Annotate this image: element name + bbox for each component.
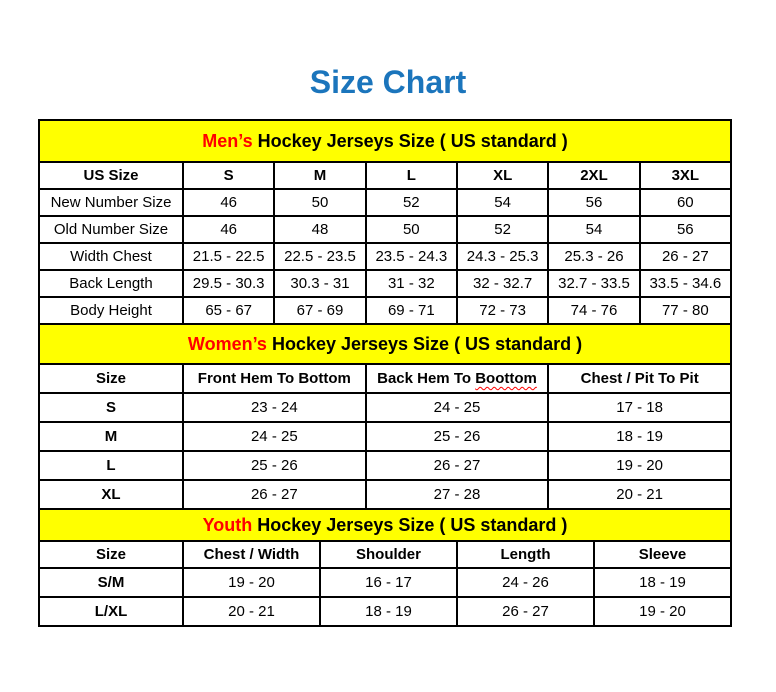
- row-label: S: [39, 393, 183, 422]
- section-band-row: [39, 324, 731, 364]
- table-row: [39, 243, 731, 270]
- column-header: XL: [457, 162, 548, 189]
- table-row: [39, 480, 731, 509]
- table-row: [39, 422, 731, 451]
- table-cell: 23.5 - 24.3: [366, 243, 457, 270]
- table-cell: 24.3 - 25.3: [457, 243, 548, 270]
- row-label: L: [39, 451, 183, 480]
- table-cell: 56: [548, 189, 639, 216]
- table-cell: 19 - 20: [183, 568, 320, 597]
- womens-size-table: [38, 323, 732, 510]
- table-cell: 24 - 25: [183, 422, 366, 451]
- table-cell: 32 - 32.7: [457, 270, 548, 297]
- column-header: Back Hem To Boottom: [366, 364, 549, 393]
- section-title-accent: Men’s: [202, 130, 253, 151]
- column-header: Size: [39, 541, 183, 568]
- table-cell: 32.7 - 33.5: [548, 270, 639, 297]
- table-cell: 29.5 - 30.3: [183, 270, 274, 297]
- table-cell: 50: [274, 189, 365, 216]
- table-row: [39, 189, 731, 216]
- table-cell: 17 - 18: [548, 393, 731, 422]
- column-header: Front Hem To Bottom: [183, 364, 366, 393]
- row-label: Back Length: [39, 270, 183, 297]
- table-row: [39, 393, 731, 422]
- section-title-accent: Youth: [202, 514, 253, 535]
- table-cell: 24 - 26: [457, 568, 594, 597]
- mens-size-table: [38, 119, 732, 325]
- row-label: S/M: [39, 568, 183, 597]
- table-cell: 30.3 - 31: [274, 270, 365, 297]
- column-header: S: [183, 162, 274, 189]
- tables-root: [38, 119, 732, 627]
- table-cell: 20 - 21: [548, 480, 731, 509]
- table-cell: 48: [274, 216, 365, 243]
- table-row: [39, 568, 731, 597]
- table-row: [39, 216, 731, 243]
- row-label: XL: [39, 480, 183, 509]
- table-cell: 60: [640, 189, 731, 216]
- section-title-text: Hockey Jerseys Size ( US standard ): [252, 130, 568, 151]
- row-label: M: [39, 422, 183, 451]
- table-cell: 54: [548, 216, 639, 243]
- table-cell: 26 - 27: [640, 243, 731, 270]
- section-title-text: Hockey Jerseys Size ( US standard ): [252, 514, 568, 535]
- table-cell: 52: [457, 216, 548, 243]
- section-title: [39, 120, 731, 162]
- table-cell: 16 - 17: [320, 568, 457, 597]
- table-cell: 33.5 - 34.6: [640, 270, 731, 297]
- table-cell: 50: [366, 216, 457, 243]
- table-cell: 26 - 27: [457, 597, 594, 626]
- table-cell: 56: [640, 216, 731, 243]
- section-band-row: [39, 509, 731, 541]
- column-header-row: [39, 162, 731, 189]
- table-cell: 46: [183, 189, 274, 216]
- row-label: New Number Size: [39, 189, 183, 216]
- page-title: Size Chart: [309, 64, 467, 100]
- table-cell: 31 - 32: [366, 270, 457, 297]
- section-title: [39, 324, 731, 364]
- table-cell: 18 - 19: [594, 568, 731, 597]
- table-cell: 25 - 26: [183, 451, 366, 480]
- table-cell: 18 - 19: [320, 597, 457, 626]
- table-cell: 24 - 25: [366, 393, 549, 422]
- youth-size-table: [38, 508, 732, 627]
- column-header: Chest / Pit To Pit: [548, 364, 731, 393]
- table-cell: 54: [457, 189, 548, 216]
- table-cell: 19 - 20: [594, 597, 731, 626]
- column-header: L: [366, 162, 457, 189]
- table-cell: 67 - 69: [274, 297, 365, 324]
- row-label: Body Height: [39, 297, 183, 324]
- table-cell: 27 - 28: [366, 480, 549, 509]
- table-cell: 25.3 - 26: [548, 243, 639, 270]
- table-row: [39, 597, 731, 626]
- table-cell: 23 - 24: [183, 393, 366, 422]
- column-header-row: [39, 364, 731, 393]
- section-title-accent: Women’s: [187, 333, 267, 354]
- table-cell: 20 - 21: [183, 597, 320, 626]
- row-label: Old Number Size: [39, 216, 183, 243]
- table-cell: 18 - 19: [548, 422, 731, 451]
- table-cell: 46: [183, 216, 274, 243]
- table-cell: 72 - 73: [457, 297, 548, 324]
- section-band-row: [39, 120, 731, 162]
- table-cell: 26 - 27: [366, 451, 549, 480]
- column-header: Chest / Width: [183, 541, 320, 568]
- column-header: Sleeve: [594, 541, 731, 568]
- column-header: Length: [457, 541, 594, 568]
- column-header: US Size: [39, 162, 183, 189]
- table-cell: 74 - 76: [548, 297, 639, 324]
- table-cell: 19 - 20: [548, 451, 731, 480]
- table-cell: 25 - 26: [366, 422, 549, 451]
- table-cell: 65 - 67: [183, 297, 274, 324]
- column-header: M: [274, 162, 365, 189]
- row-label: L/XL: [39, 597, 183, 626]
- table-cell: 26 - 27: [183, 480, 366, 509]
- table-cell: 22.5 - 23.5: [274, 243, 365, 270]
- column-header: Size: [39, 364, 183, 393]
- table-cell: 52: [366, 189, 457, 216]
- section-title-text: Hockey Jerseys Size ( US standard ): [266, 333, 583, 354]
- table-row: [39, 270, 731, 297]
- table-row: [39, 297, 731, 324]
- column-header: Shoulder: [320, 541, 457, 568]
- table-cell: 77 - 80: [640, 297, 731, 324]
- column-header-row: [39, 541, 731, 568]
- spellcheck-squiggle: Boottom: [475, 370, 537, 387]
- row-label: Width Chest: [39, 243, 183, 270]
- table-row: [39, 451, 731, 480]
- table-cell: 21.5 - 22.5: [183, 243, 274, 270]
- table-cell: 69 - 71: [366, 297, 457, 324]
- section-title: [39, 509, 731, 541]
- column-header: 3XL: [640, 162, 731, 189]
- column-header: 2XL: [548, 162, 639, 189]
